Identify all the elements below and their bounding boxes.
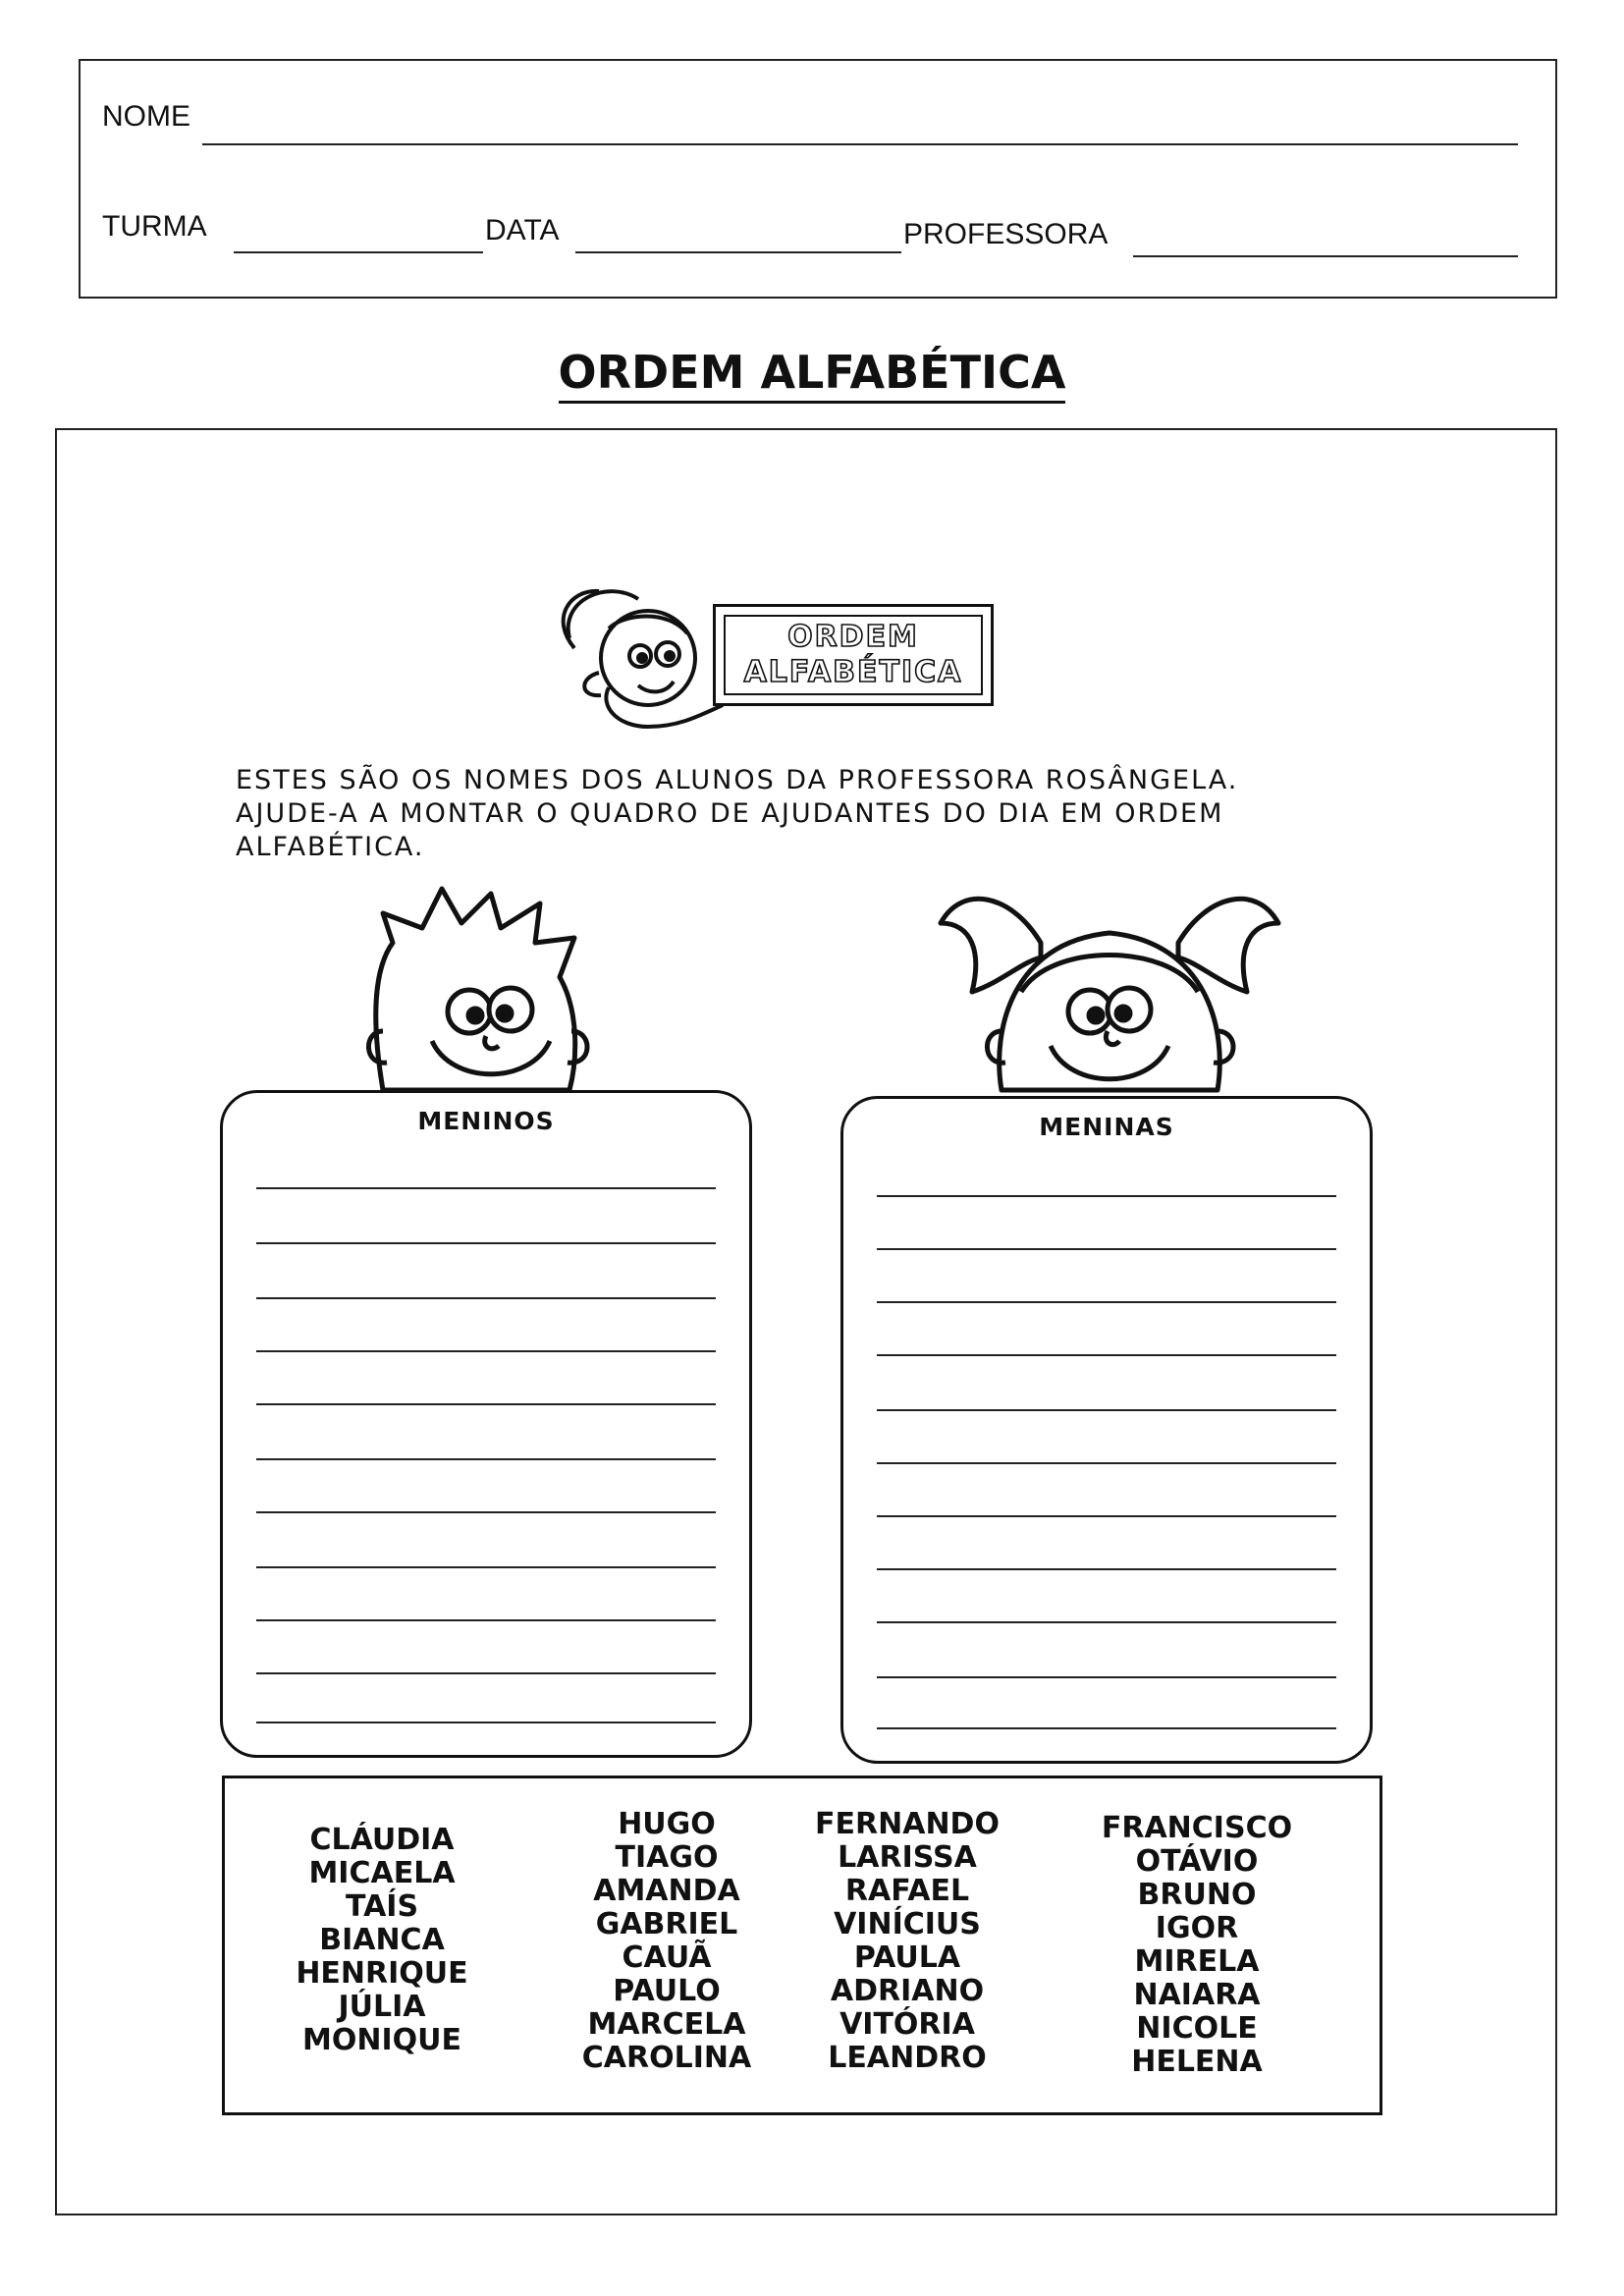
girls-box-title: MENINAS	[1039, 1113, 1174, 1141]
name-item: PAULO	[613, 1974, 721, 2008]
girls-write-line[interactable]	[877, 1462, 1336, 1464]
name-item: ADRIANO	[830, 1974, 985, 2008]
name-item: LARISSA	[838, 1840, 977, 1875]
name-item: NICOLE	[1136, 2011, 1258, 2046]
boys-write-line[interactable]	[256, 1458, 716, 1460]
name-item: MICAELA	[308, 1856, 456, 1890]
girls-write-line[interactable]	[877, 1409, 1336, 1411]
name-item: CAROLINA	[581, 2041, 752, 2075]
name-item: CLÁUDIA	[309, 1823, 455, 1857]
instructions	[236, 764, 1375, 864]
boys-write-line[interactable]	[256, 1566, 716, 1568]
boys-write-line[interactable]	[256, 1187, 716, 1189]
name-label: NOME	[102, 100, 190, 133]
girls-write-line[interactable]	[877, 1195, 1336, 1197]
name-item: PAULA	[853, 1941, 961, 1975]
name-item: OTÁVIO	[1135, 1844, 1259, 1879]
mascot-girl-icon	[530, 579, 736, 746]
girls-write-line[interactable]	[877, 1727, 1336, 1729]
page-title: ORDEM ALFABÉTICA	[0, 346, 1624, 399]
instructions-line-2: AJUDE-A A MONTAR O QUADRO DE AJUDANTES DO DIA EM ORDEM	[236, 798, 1224, 829]
boys-box-title: MENINOS	[417, 1107, 555, 1135]
name-item: LEANDRO	[828, 2041, 987, 2075]
name-item: MIRELA	[1134, 1944, 1260, 1979]
girl-face-icon	[933, 884, 1286, 1110]
names-column-3	[794, 1808, 1020, 2075]
name-item: HENRIQUE	[296, 1956, 468, 1991]
names-box	[222, 1776, 1382, 2115]
girls-write-line[interactable]	[877, 1515, 1336, 1517]
name-item: HUGO	[618, 1807, 716, 1841]
badge-line-1: ORDEM	[787, 620, 919, 654]
name-item: TIAGO	[615, 1840, 719, 1875]
name-item: VITÓRIA	[839, 2007, 975, 2042]
boys-write-line[interactable]	[256, 1242, 716, 1244]
name-item: NAIARA	[1133, 1978, 1261, 2012]
class-label: TURMA	[102, 210, 207, 243]
ordem-alfabetica-badge	[713, 604, 994, 706]
name-item: MARCELA	[587, 2007, 746, 2042]
class-field-line[interactable]	[234, 251, 483, 253]
name-item: FRANCISCO	[1101, 1811, 1293, 1845]
girls-write-line[interactable]	[877, 1676, 1336, 1678]
name-field-line[interactable]	[202, 143, 1518, 145]
boys-answer-box	[220, 1090, 752, 1758]
name-item: JÚLIA	[338, 1990, 426, 2024]
date-label: DATA	[485, 214, 560, 246]
boy-face-icon	[353, 884, 609, 1110]
names-column-4	[1079, 1812, 1315, 2079]
name-item: MONIQUE	[302, 2023, 461, 2057]
badge-line-2: ALFABÉTICA	[743, 655, 963, 689]
boys-write-line[interactable]	[256, 1511, 716, 1513]
name-item: BIANCA	[319, 1923, 445, 1957]
instructions-line-1: ESTES SÃO OS NOMES DOS ALUNOS DA PROFESSORA ROSÂNGELA.	[236, 765, 1239, 795]
girls-write-line[interactable]	[877, 1354, 1336, 1356]
names-column-2	[559, 1808, 775, 2075]
name-item: BRUNO	[1137, 1878, 1257, 1912]
name-item: FERNANDO	[815, 1807, 1000, 1841]
girls-write-line[interactable]	[877, 1568, 1336, 1570]
girls-write-line[interactable]	[877, 1248, 1336, 1250]
name-item: HELENA	[1131, 2045, 1263, 2079]
boys-write-line[interactable]	[256, 1722, 716, 1723]
name-item: TAÍS	[345, 1889, 419, 1924]
boys-write-line[interactable]	[256, 1672, 716, 1674]
boys-write-line[interactable]	[256, 1350, 716, 1352]
date-field-line[interactable]	[575, 251, 901, 253]
boys-write-line[interactable]	[256, 1297, 716, 1299]
instructions-line-3: ALFABÉTICA.	[236, 832, 425, 862]
names-column-1	[284, 1824, 480, 2057]
girls-write-line[interactable]	[877, 1301, 1336, 1303]
name-item: GABRIEL	[595, 1907, 738, 1941]
name-item: CAUÃ	[622, 1941, 712, 1975]
teacher-field-line[interactable]	[1133, 255, 1518, 257]
boys-write-line[interactable]	[256, 1619, 716, 1621]
name-item: VINÍCIUS	[834, 1907, 981, 1941]
girls-answer-box	[840, 1096, 1373, 1764]
name-item: IGOR	[1155, 1911, 1239, 1945]
teacher-label: PROFESSORA	[903, 218, 1109, 250]
girls-write-line[interactable]	[877, 1621, 1336, 1623]
name-item: AMANDA	[593, 1874, 740, 1908]
boys-write-line[interactable]	[256, 1403, 716, 1405]
name-item: RAFAEL	[844, 1874, 970, 1908]
header-form	[79, 59, 1557, 299]
